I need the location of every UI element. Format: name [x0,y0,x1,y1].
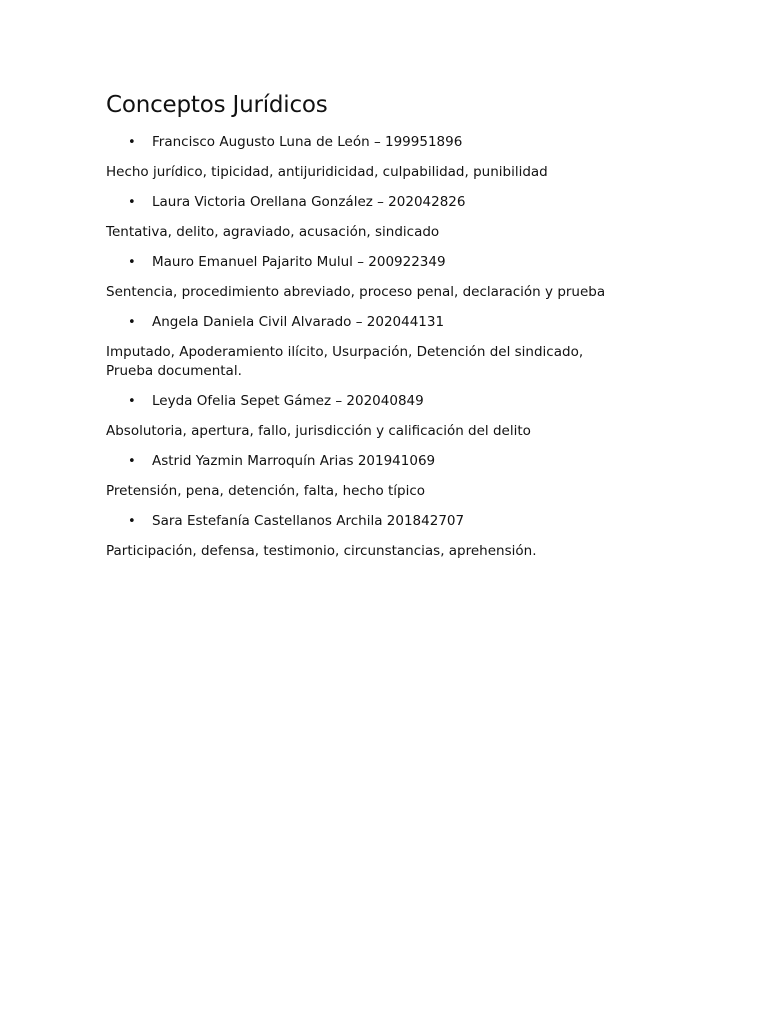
entry-2 [106,193,626,242]
student-name-id: Mauro Emanuel Pajarito Mulul – 200922349 [152,254,446,270]
student-name-id: Astrid Yazmin Marroquín Arias 201941069 [152,453,436,469]
concepts-paragraph: Sentencia, procedimiento abreviado, proceso penal, declaración y prueba [106,284,606,300]
student-bullet-item [106,133,626,152]
concepts-paragraph: Imputado, Apoderamiento ilícito, Usurpación, Detención del sindicado, Prueba documental. [106,344,584,379]
entry-3 [106,253,626,302]
student-bullet-item [106,392,626,411]
student-name-id: Sara Estefanía Castellanos Archila 201842707 [152,513,465,529]
concepts-paragraph: Participación, defensa, testimonio, circunstancias, aprehensión. [106,543,537,559]
student-bullet-item [106,452,626,471]
student-name-id: Francisco Augusto Luna de León – 199951896 [152,134,463,150]
student-name-id: Laura Victoria Orellana González – 202042826 [152,194,466,210]
entry-6 [106,452,626,501]
student-name-id: Leyda Ofelia Sepet Gámez – 202040849 [152,393,424,409]
bullet-icon: • [128,454,136,469]
student-name-id: Angela Daniela Civil Alvarado – 202044131 [152,314,445,330]
concepts-paragraph: Hecho jurídico, tipicidad, antijuridicidad, culpabilidad, punibilidad [106,164,548,180]
concepts-paragraph: Tentativa, delito, agraviado, acusación, sindicado [106,224,440,240]
student-bullet-item [106,512,626,531]
concepts-paragraph: Absolutoria, apertura, fallo, jurisdicción y calificación del delito [106,423,531,439]
entry-7 [106,512,626,561]
bullet-icon: • [128,255,136,270]
entry-5 [106,392,626,441]
entry-1 [106,133,626,182]
document-title: Conceptos Jurídicos [106,92,328,118]
concepts-paragraph: Pretensión, pena, detención, falta, hecho típico [106,483,426,499]
bullet-icon: • [128,315,136,330]
entry-4 [106,313,626,381]
entries-list [106,133,626,572]
student-bullet-item [106,253,626,272]
bullet-icon: • [128,135,136,150]
bullet-icon: • [128,514,136,529]
student-bullet-item [106,193,626,212]
bullet-icon: • [128,195,136,210]
bullet-icon: • [128,394,136,409]
student-bullet-item [106,313,626,332]
